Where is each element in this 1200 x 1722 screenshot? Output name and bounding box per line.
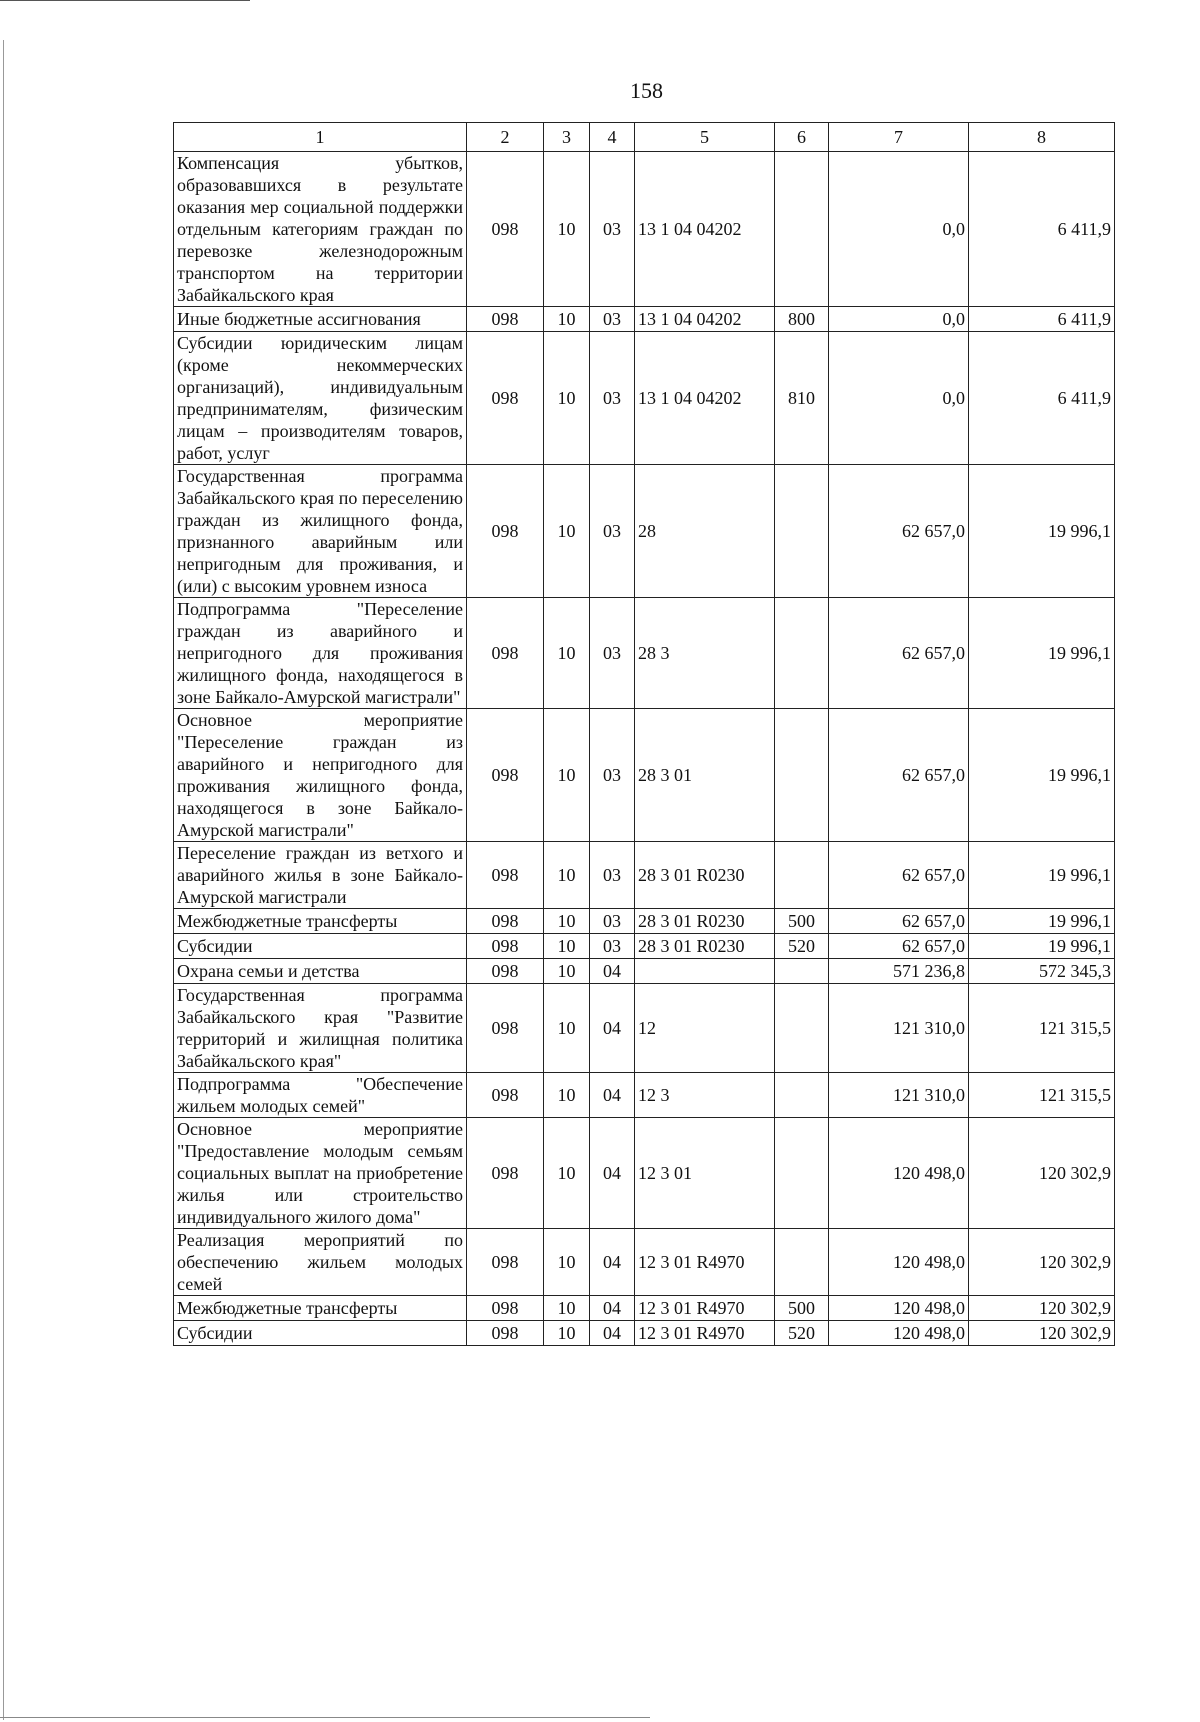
row-expense-type: 520 — [775, 934, 829, 959]
row-subsection: 04 — [590, 1118, 635, 1229]
row-section: 10 — [544, 934, 590, 959]
row-section: 10 — [544, 1118, 590, 1229]
row-subsection: 03 — [590, 465, 635, 598]
row-target-article — [635, 959, 775, 984]
row-amount-1: 62 657,0 — [829, 934, 969, 959]
column-header: 2 — [467, 123, 544, 152]
row-target-article: 12 3 01 R4970 — [635, 1296, 775, 1321]
row-name: Основное мероприятие "Переселение граждан из аварийного и непригодного для проживания жилищного фонда, находящегося в зоне Байкало-Амурской магистрали" — [174, 709, 467, 842]
row-amount-2: 572 345,3 — [969, 959, 1115, 984]
row-section: 10 — [544, 1321, 590, 1346]
row-amount-1: 120 498,0 — [829, 1296, 969, 1321]
row-subsection: 03 — [590, 152, 635, 307]
row-amount-1: 120 498,0 — [829, 1321, 969, 1346]
row-section: 10 — [544, 1229, 590, 1296]
row-grbs: 098 — [467, 984, 544, 1073]
row-expense-type — [775, 1118, 829, 1229]
row-amount-1: 0,0 — [829, 152, 969, 307]
row-target-article: 12 — [635, 984, 775, 1073]
row-target-article: 28 — [635, 465, 775, 598]
row-target-article: 13 1 04 04202 — [635, 307, 775, 332]
row-amount-2: 19 996,1 — [969, 909, 1115, 934]
row-grbs: 098 — [467, 842, 544, 909]
row-expense-type: 800 — [775, 307, 829, 332]
row-target-article: 28 3 01 R0230 — [635, 934, 775, 959]
row-section: 10 — [544, 152, 590, 307]
row-grbs: 098 — [467, 934, 544, 959]
table-row — [174, 152, 1115, 307]
row-amount-2: 19 996,1 — [969, 934, 1115, 959]
row-expense-type: 520 — [775, 1321, 829, 1346]
row-name: Иные бюджетные ассигнования — [174, 307, 467, 332]
row-grbs: 098 — [467, 959, 544, 984]
row-amount-2: 19 996,1 — [969, 842, 1115, 909]
scan-edge-top — [0, 0, 250, 1]
table-row — [174, 1321, 1115, 1346]
scan-edge-bottom — [0, 1717, 650, 1718]
row-grbs: 098 — [467, 1296, 544, 1321]
row-amount-2: 120 302,9 — [969, 1321, 1115, 1346]
row-grbs: 098 — [467, 332, 544, 465]
row-name: Реализация мероприятий по обеспечению жильем молодых семей — [174, 1229, 467, 1296]
row-target-article: 28 3 — [635, 598, 775, 709]
row-expense-type — [775, 709, 829, 842]
row-expense-type — [775, 1073, 829, 1118]
row-amount-1: 62 657,0 — [829, 465, 969, 598]
row-section: 10 — [544, 1073, 590, 1118]
table-row — [174, 984, 1115, 1073]
row-expense-type — [775, 984, 829, 1073]
row-amount-1: 0,0 — [829, 307, 969, 332]
table-row — [174, 598, 1115, 709]
table-row — [174, 934, 1115, 959]
column-header: 7 — [829, 123, 969, 152]
row-amount-2: 6 411,9 — [969, 152, 1115, 307]
row-amount-2: 120 302,9 — [969, 1229, 1115, 1296]
row-target-article: 28 3 01 — [635, 709, 775, 842]
table-row — [174, 709, 1115, 842]
row-grbs: 098 — [467, 598, 544, 709]
row-amount-2: 19 996,1 — [969, 465, 1115, 598]
row-subsection: 04 — [590, 959, 635, 984]
row-amount-1: 120 498,0 — [829, 1118, 969, 1229]
column-header: 1 — [174, 123, 467, 152]
row-grbs: 098 — [467, 1321, 544, 1346]
row-expense-type — [775, 959, 829, 984]
row-grbs: 098 — [467, 307, 544, 332]
row-name: Субсидии — [174, 1321, 467, 1346]
row-subsection: 04 — [590, 1296, 635, 1321]
row-subsection: 03 — [590, 598, 635, 709]
budget-table — [173, 122, 1115, 1346]
row-expense-type: 500 — [775, 909, 829, 934]
column-header: 6 — [775, 123, 829, 152]
scan-edge-left — [3, 40, 4, 1720]
table-row — [174, 1229, 1115, 1296]
row-target-article: 12 3 — [635, 1073, 775, 1118]
table-row — [174, 1118, 1115, 1229]
row-amount-2: 6 411,9 — [969, 332, 1115, 465]
row-expense-type — [775, 465, 829, 598]
header-row — [174, 123, 1115, 152]
row-section: 10 — [544, 984, 590, 1073]
row-subsection: 03 — [590, 332, 635, 465]
column-header: 5 — [635, 123, 775, 152]
table-body — [174, 152, 1115, 1346]
row-section: 10 — [544, 1296, 590, 1321]
column-header: 3 — [544, 123, 590, 152]
row-name: Государственная программа Забайкальского края по переселению граждан из жилищного фонда, признанного аварийным или непригодным для проживания, и (или) с высоким уровнем износа — [174, 465, 467, 598]
row-name: Субсидии юридическим лицам (кроме некоммерческих организаций), индивидуальным предпринимателям, физическим лицам – производителям товаров, работ, услуг — [174, 332, 467, 465]
row-amount-1: 62 657,0 — [829, 842, 969, 909]
row-amount-1: 120 498,0 — [829, 1229, 969, 1296]
row-expense-type — [775, 1229, 829, 1296]
row-amount-1: 62 657,0 — [829, 598, 969, 709]
row-target-article: 13 1 04 04202 — [635, 332, 775, 465]
table-row — [174, 909, 1115, 934]
row-name: Межбюджетные трансферты — [174, 909, 467, 934]
column-header: 8 — [969, 123, 1115, 152]
row-name: Межбюджетные трансферты — [174, 1296, 467, 1321]
table-row — [174, 1296, 1115, 1321]
row-subsection: 03 — [590, 842, 635, 909]
table-row — [174, 307, 1115, 332]
row-amount-1: 0,0 — [829, 332, 969, 465]
row-expense-type — [775, 598, 829, 709]
table-row — [174, 1073, 1115, 1118]
row-name: Охрана семьи и детства — [174, 959, 467, 984]
row-subsection: 03 — [590, 307, 635, 332]
row-target-article: 28 3 01 R0230 — [635, 909, 775, 934]
row-target-article: 28 3 01 R0230 — [635, 842, 775, 909]
column-header: 4 — [590, 123, 635, 152]
row-target-article: 12 3 01 — [635, 1118, 775, 1229]
row-grbs: 098 — [467, 709, 544, 842]
row-expense-type — [775, 152, 829, 307]
row-name: Подпрограмма "Обеспечение жильем молодых семей" — [174, 1073, 467, 1118]
row-grbs: 098 — [467, 1073, 544, 1118]
row-subsection: 04 — [590, 1073, 635, 1118]
row-name: Субсидии — [174, 934, 467, 959]
row-expense-type: 500 — [775, 1296, 829, 1321]
row-name: Государственная программа Забайкальского края "Развитие территорий и жилищная политика Забайкальского края" — [174, 984, 467, 1073]
row-amount-1: 121 310,0 — [829, 1073, 969, 1118]
table-row — [174, 332, 1115, 465]
row-amount-1: 571 236,8 — [829, 959, 969, 984]
table-row — [174, 959, 1115, 984]
table-row — [174, 842, 1115, 909]
row-subsection: 03 — [590, 709, 635, 842]
row-amount-2: 121 315,5 — [969, 984, 1115, 1073]
row-section: 10 — [544, 465, 590, 598]
row-expense-type: 810 — [775, 332, 829, 465]
row-grbs: 098 — [467, 1118, 544, 1229]
row-target-article: 13 1 04 04202 — [635, 152, 775, 307]
row-section: 10 — [544, 598, 590, 709]
row-name: Основное мероприятие "Предоставление молодым семьям социальных выплат на приобретение жилья или строительство индивидуального жилого дома" — [174, 1118, 467, 1229]
row-section: 10 — [544, 959, 590, 984]
row-subsection: 03 — [590, 934, 635, 959]
row-grbs: 098 — [467, 152, 544, 307]
row-amount-1: 121 310,0 — [829, 984, 969, 1073]
row-subsection: 03 — [590, 909, 635, 934]
row-amount-2: 120 302,9 — [969, 1296, 1115, 1321]
row-section: 10 — [544, 909, 590, 934]
row-name: Переселение граждан из ветхого и аварийного жилья в зоне Байкало-Амурской магистрали — [174, 842, 467, 909]
row-amount-2: 19 996,1 — [969, 598, 1115, 709]
row-grbs: 098 — [467, 1229, 544, 1296]
row-grbs: 098 — [467, 909, 544, 934]
row-amount-2: 6 411,9 — [969, 307, 1115, 332]
row-section: 10 — [544, 332, 590, 465]
row-name: Подпрограмма "Переселение граждан из аварийного и непригодного для проживания жилищного фонда, находящегося в зоне Байкало-Амурской магистрали" — [174, 598, 467, 709]
row-target-article: 12 3 01 R4970 — [635, 1321, 775, 1346]
table-row — [174, 465, 1115, 598]
row-amount-1: 62 657,0 — [829, 909, 969, 934]
row-section: 10 — [544, 307, 590, 332]
row-amount-1: 62 657,0 — [829, 709, 969, 842]
row-amount-2: 121 315,5 — [969, 1073, 1115, 1118]
row-subsection: 04 — [590, 1321, 635, 1346]
row-amount-2: 19 996,1 — [969, 709, 1115, 842]
row-section: 10 — [544, 842, 590, 909]
row-expense-type — [775, 842, 829, 909]
row-name: Компенсация убытков, образовавшихся в результате оказания мер социальной поддержки отдельным категориям граждан по перевозке железнодорожным транспортом на территории Забайкальского края — [174, 152, 467, 307]
row-subsection: 04 — [590, 984, 635, 1073]
row-grbs: 098 — [467, 465, 544, 598]
page-number: 158 — [630, 78, 663, 103]
row-subsection: 04 — [590, 1229, 635, 1296]
row-target-article: 12 3 01 R4970 — [635, 1229, 775, 1296]
row-section: 10 — [544, 709, 590, 842]
row-amount-2: 120 302,9 — [969, 1118, 1115, 1229]
